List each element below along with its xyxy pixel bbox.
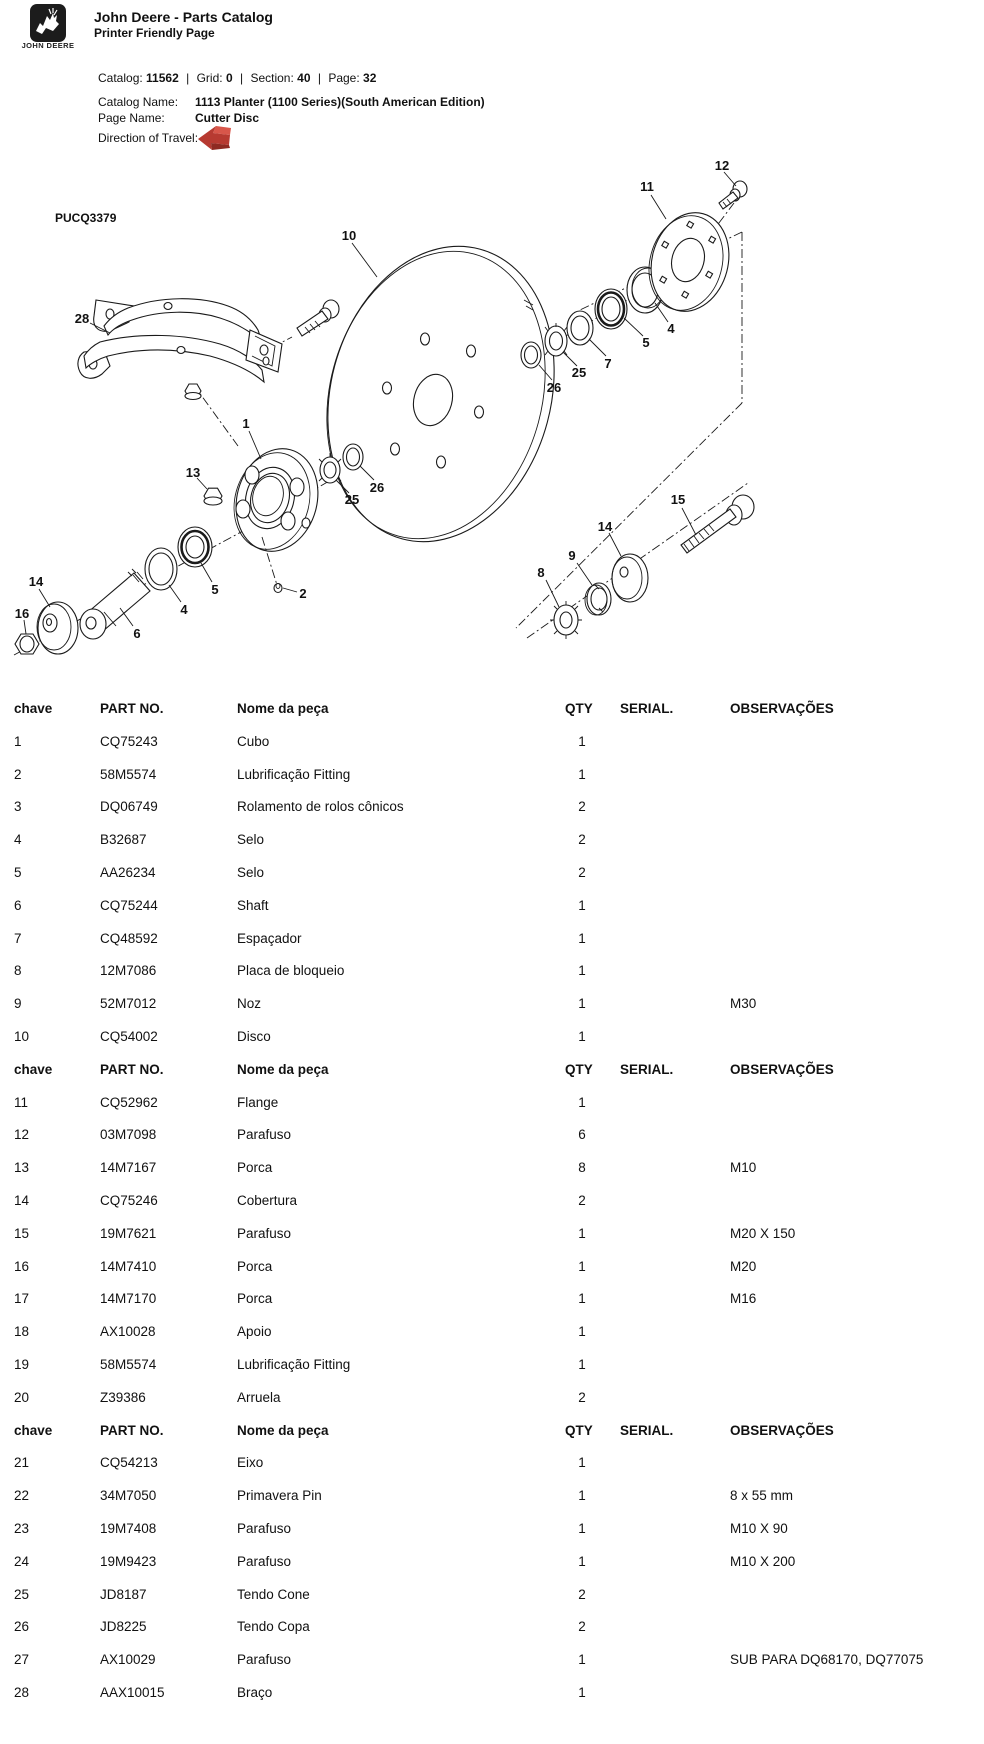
cell-part: 03M7098 (100, 1127, 157, 1143)
cell-key: 16 (14, 1258, 30, 1274)
callout-8: 8 (537, 565, 545, 580)
nut-13 (204, 488, 222, 505)
cover-left (37, 602, 78, 654)
cell-qty: 1 (578, 1324, 586, 1340)
cell-qty: 1 (578, 1028, 586, 1044)
callout-1: 1 (242, 416, 250, 431)
page-title: John Deere - Parts Catalog (94, 9, 273, 25)
header-obs: OBSERVAÇÕES (730, 1422, 834, 1438)
cell-name: Espaçador (237, 930, 302, 946)
callout-26b: 26 (369, 480, 385, 495)
catalog-name-label: Catalog Name: (98, 95, 179, 109)
grid-label: Grid: (196, 71, 223, 85)
table-header-row (0, 1415, 984, 1448)
cell-qty: 8 (578, 1160, 586, 1176)
cell-part: AA26234 (100, 864, 156, 880)
table-row (0, 1251, 984, 1284)
slotted-nut (585, 583, 611, 615)
header-serial: SERIAL. (620, 701, 674, 716)
callout-5: 5 (642, 335, 650, 350)
callout-4: 4 (667, 321, 675, 336)
header-serial: SERIAL. (620, 1422, 674, 1438)
page-label: Page: (328, 71, 360, 85)
figure-id: PUCQ3379 (55, 211, 117, 225)
header-name: Nome da peça (237, 1061, 329, 1077)
table-row (0, 1677, 984, 1710)
cell-qty: 1 (578, 1553, 586, 1569)
cell-qty: 2 (578, 1586, 586, 1602)
table-row (0, 726, 984, 759)
cell-key: 1 (14, 733, 22, 749)
cell-name: Eixo (237, 1455, 264, 1471)
table-row (0, 1611, 984, 1644)
separator: | (239, 71, 244, 85)
cell-key: 24 (14, 1553, 30, 1569)
table-header-row (0, 1054, 984, 1087)
cell-key: 10 (14, 1028, 30, 1044)
callout-6: 6 (133, 626, 141, 641)
spacer-ring (567, 311, 593, 345)
cell-key: 2 (14, 766, 22, 782)
cell-obs: M10 X 90 (730, 1520, 788, 1536)
cell-obs: M16 (730, 1291, 757, 1307)
disc-part (296, 221, 586, 568)
header-part: PART NO. (100, 1422, 164, 1438)
cell-qty: 2 (578, 1192, 586, 1208)
page-subtitle: Printer Friendly Page (94, 26, 215, 40)
cell-qty: 1 (578, 1455, 586, 1471)
cell-name: Noz (237, 996, 262, 1012)
cell-part: 58M5574 (100, 766, 157, 782)
table-row (0, 890, 984, 923)
cell-part: 14M7170 (100, 1291, 157, 1307)
bearing-cup-outer (521, 342, 541, 368)
lock-washer (550, 601, 582, 639)
cell-part: 19M7621 (100, 1225, 157, 1241)
cell-part: CQ75246 (100, 1192, 158, 1208)
table-row (0, 1546, 984, 1579)
header-name: Nome da peça (237, 1422, 329, 1438)
cell-part: 58M5574 (100, 1356, 157, 1372)
leaping-deer-icon (30, 4, 66, 42)
callout-28: 28 (74, 311, 90, 326)
table-row (0, 1185, 984, 1218)
table-row (0, 857, 984, 890)
callout-9: 9 (568, 548, 576, 563)
table-row (0, 1316, 984, 1349)
table-row (0, 1513, 984, 1546)
header-qty: QTY (565, 1422, 593, 1438)
table-row (0, 1087, 984, 1120)
cover-right (612, 554, 648, 602)
cell-part: 14M7410 (100, 1258, 157, 1274)
callout-11: 11 (640, 179, 654, 194)
cell-part: B32687 (100, 832, 147, 848)
cell-obs: 8 x 55 mm (730, 1488, 794, 1504)
table-row (0, 1152, 984, 1185)
cell-obs: M10 (730, 1160, 757, 1176)
header-key: chave (14, 701, 53, 716)
header-name: Nome da peça (237, 701, 329, 716)
cell-qty: 1 (578, 1225, 586, 1241)
header-part: PART NO. (100, 701, 164, 716)
cell-part: AX10029 (100, 1652, 156, 1668)
cell-name: Parafuso (237, 1225, 292, 1241)
cell-part: AAX10015 (100, 1684, 165, 1700)
header-qty: QTY (565, 1061, 593, 1077)
table-row (0, 1283, 984, 1316)
catalog-name-value: 1113 Planter (1100 Series)(South American Edition) (195, 95, 485, 109)
cell-name: Parafuso (237, 1520, 292, 1536)
cell-qty: 1 (578, 1258, 586, 1274)
cell-key: 26 (14, 1619, 30, 1635)
cell-name: Disco (237, 1028, 271, 1044)
cell-obs: M30 (730, 996, 757, 1012)
page-name-row (98, 111, 260, 125)
cell-qty: 1 (578, 996, 586, 1012)
table-row (0, 1349, 984, 1382)
separator: | (186, 71, 190, 85)
section-label: Section: (250, 71, 294, 85)
cell-name: Cubo (237, 733, 270, 749)
table-header-row (0, 693, 984, 726)
callout-14l: 14 (28, 574, 44, 589)
cell-qty: 1 (578, 1291, 586, 1307)
cell-obs: M20 X 150 (730, 1225, 796, 1241)
cell-part: 52M7012 (100, 996, 157, 1012)
exploded-parts-diagram (0, 140, 984, 693)
callout-25: 25 (571, 365, 587, 380)
callout-16: 16 (14, 606, 30, 621)
cell-name: Lubrificação Fitting (237, 1356, 351, 1372)
header-part: PART NO. (100, 1061, 164, 1077)
table-row (0, 1021, 984, 1054)
grid-value: 0 (225, 71, 233, 85)
cell-name: Parafuso (237, 1652, 292, 1668)
snap-ring-left (145, 548, 177, 590)
callout-14r: 14 (597, 519, 613, 534)
page-name-value: Cutter Disc (195, 111, 260, 125)
catalog-meta-line (98, 71, 376, 85)
cell-part: 19M9423 (100, 1553, 157, 1569)
callout-26: 26 (546, 380, 562, 395)
table-row (0, 1218, 984, 1251)
cell-qty: 2 (578, 864, 586, 880)
cell-key: 22 (14, 1488, 30, 1504)
header-key: chave (14, 1422, 53, 1438)
callout-2: 2 (299, 586, 307, 601)
john-deere-logo (30, 4, 66, 42)
seal-left (178, 527, 212, 567)
cell-key: 14 (14, 1192, 30, 1208)
table-row (0, 923, 984, 956)
cell-key: 9 (14, 996, 22, 1012)
cell-key: 28 (14, 1684, 30, 1700)
cell-key: 15 (14, 1225, 30, 1241)
table-row (0, 759, 984, 792)
bolt-15 (681, 495, 754, 553)
catalog-label: Catalog: (98, 71, 143, 85)
cell-part: CQ75243 (100, 733, 158, 749)
cell-part: AX10028 (100, 1324, 156, 1340)
cell-name: Rolamento de rolos cônicos (237, 799, 404, 815)
table-row (0, 824, 984, 857)
cell-key: 21 (14, 1455, 30, 1471)
cell-part: 34M7050 (100, 1488, 157, 1504)
cell-key: 18 (14, 1324, 30, 1340)
separator: | (317, 71, 321, 85)
cell-name: Arruela (237, 1389, 281, 1405)
header-obs: OBSERVAÇÕES (730, 701, 834, 716)
cell-key: 27 (14, 1652, 30, 1668)
cell-part: Z39386 (100, 1389, 146, 1405)
cell-part: 14M7167 (100, 1160, 157, 1176)
cell-qty: 2 (578, 1619, 586, 1635)
cell-part: CQ75244 (100, 897, 158, 913)
callout-5l: 5 (211, 582, 219, 597)
callout-10: 10 (341, 228, 357, 243)
header-obs: OBSERVAÇÕES (730, 1061, 834, 1077)
table-row (0, 1644, 984, 1677)
logo-caption: JOHN DEERE (21, 41, 75, 50)
cell-key: 6 (14, 897, 22, 913)
catalog-name-row (98, 95, 485, 109)
cell-name: Tendo Copa (237, 1619, 310, 1635)
cell-qty: 1 (578, 1488, 586, 1504)
cell-name: Primavera Pin (237, 1488, 322, 1504)
nut-16 (15, 634, 39, 654)
callout-15: 15 (670, 492, 686, 507)
cell-name: Cobertura (237, 1192, 298, 1208)
cell-key: 3 (14, 799, 22, 815)
cell-part: CQ48592 (100, 930, 158, 946)
table-row (0, 988, 984, 1021)
header-serial: SERIAL. (620, 1061, 674, 1077)
cell-key: 4 (14, 832, 22, 848)
cell-key: 7 (14, 930, 22, 946)
callout-7: 7 (604, 356, 612, 371)
cell-qty: 1 (578, 1356, 586, 1372)
cell-part: 12M7086 (100, 963, 157, 979)
section-value: 40 (297, 71, 311, 85)
arm-bolt (297, 300, 339, 336)
cell-qty: 6 (578, 1127, 586, 1143)
parts-table (0, 693, 984, 1710)
cell-name: Apoio (237, 1324, 272, 1340)
cell-key: 19 (14, 1356, 30, 1372)
cell-key: 25 (14, 1586, 30, 1602)
cell-qty: 1 (578, 963, 586, 979)
page-name-label: Page Name: (98, 111, 165, 125)
arm-part (78, 299, 282, 382)
cell-key: 23 (14, 1520, 30, 1536)
cell-qty: 1 (578, 1094, 586, 1110)
cell-name: Parafuso (237, 1127, 292, 1143)
arm-nut (185, 384, 201, 400)
cell-name: Lubrificação Fitting (237, 766, 351, 782)
cell-part: CQ52962 (100, 1094, 158, 1110)
cell-part: CQ54213 (100, 1455, 158, 1471)
cell-name: Braço (237, 1684, 273, 1700)
cell-name: Selo (237, 864, 265, 880)
cell-qty: 1 (578, 766, 586, 782)
cell-qty: 1 (578, 897, 586, 913)
cell-qty: 1 (578, 1652, 586, 1668)
cell-qty: 1 (578, 1684, 586, 1700)
table-row (0, 955, 984, 988)
cell-part: JD8187 (100, 1586, 147, 1602)
hub-part (224, 439, 330, 560)
callout-12: 12 (714, 158, 730, 173)
cell-name: Flange (237, 1094, 279, 1110)
header-key: chave (14, 1061, 53, 1077)
cell-name: Placa de bloqueio (237, 963, 345, 979)
cell-name: Porca (237, 1258, 273, 1274)
direction-label: Direction of Travel: (98, 131, 199, 145)
page-value: 32 (363, 71, 377, 85)
seal-ring-outer (595, 289, 627, 329)
cell-name: Tendo Cone (237, 1586, 310, 1602)
table-row (0, 1579, 984, 1612)
cell-key: 17 (14, 1291, 30, 1307)
cell-name: Parafuso (237, 1553, 292, 1569)
cell-key: 8 (14, 963, 22, 979)
cell-name: Selo (237, 832, 265, 848)
cell-key: 11 (14, 1094, 29, 1110)
cell-part: DQ06749 (100, 799, 158, 815)
callout-13: 13 (185, 465, 201, 480)
cell-obs: SUB PARA DQ68170, DQ77075 (730, 1652, 924, 1668)
cell-key: 12 (14, 1127, 30, 1143)
cell-qty: 2 (578, 799, 586, 815)
table-row (0, 1119, 984, 1152)
cell-part: CQ54002 (100, 1028, 158, 1044)
cell-name: Porca (237, 1291, 273, 1307)
header-qty: QTY (565, 701, 593, 716)
table-row (0, 1480, 984, 1513)
cell-name: Porca (237, 1160, 273, 1176)
cell-qty: 2 (578, 832, 586, 848)
cell-obs: M10 X 200 (730, 1553, 796, 1569)
cell-key: 5 (14, 864, 22, 880)
cell-qty: 1 (578, 733, 586, 749)
cell-name: Shaft (237, 897, 269, 913)
cell-part: JD8225 (100, 1619, 147, 1635)
cell-key: 13 (14, 1160, 30, 1176)
callout-4l: 4 (180, 602, 188, 617)
cell-qty: 2 (578, 1389, 586, 1405)
callout-25b: 25 (344, 492, 360, 507)
catalog-value: 11562 (146, 71, 179, 85)
table-row (0, 791, 984, 824)
cell-key: 20 (14, 1389, 30, 1405)
table-row (0, 1447, 984, 1480)
cell-qty: 1 (578, 930, 586, 946)
cell-qty: 1 (578, 1520, 586, 1536)
table-row (0, 1382, 984, 1415)
cell-part: 19M7408 (100, 1520, 157, 1536)
cell-obs: M20 (730, 1258, 757, 1274)
